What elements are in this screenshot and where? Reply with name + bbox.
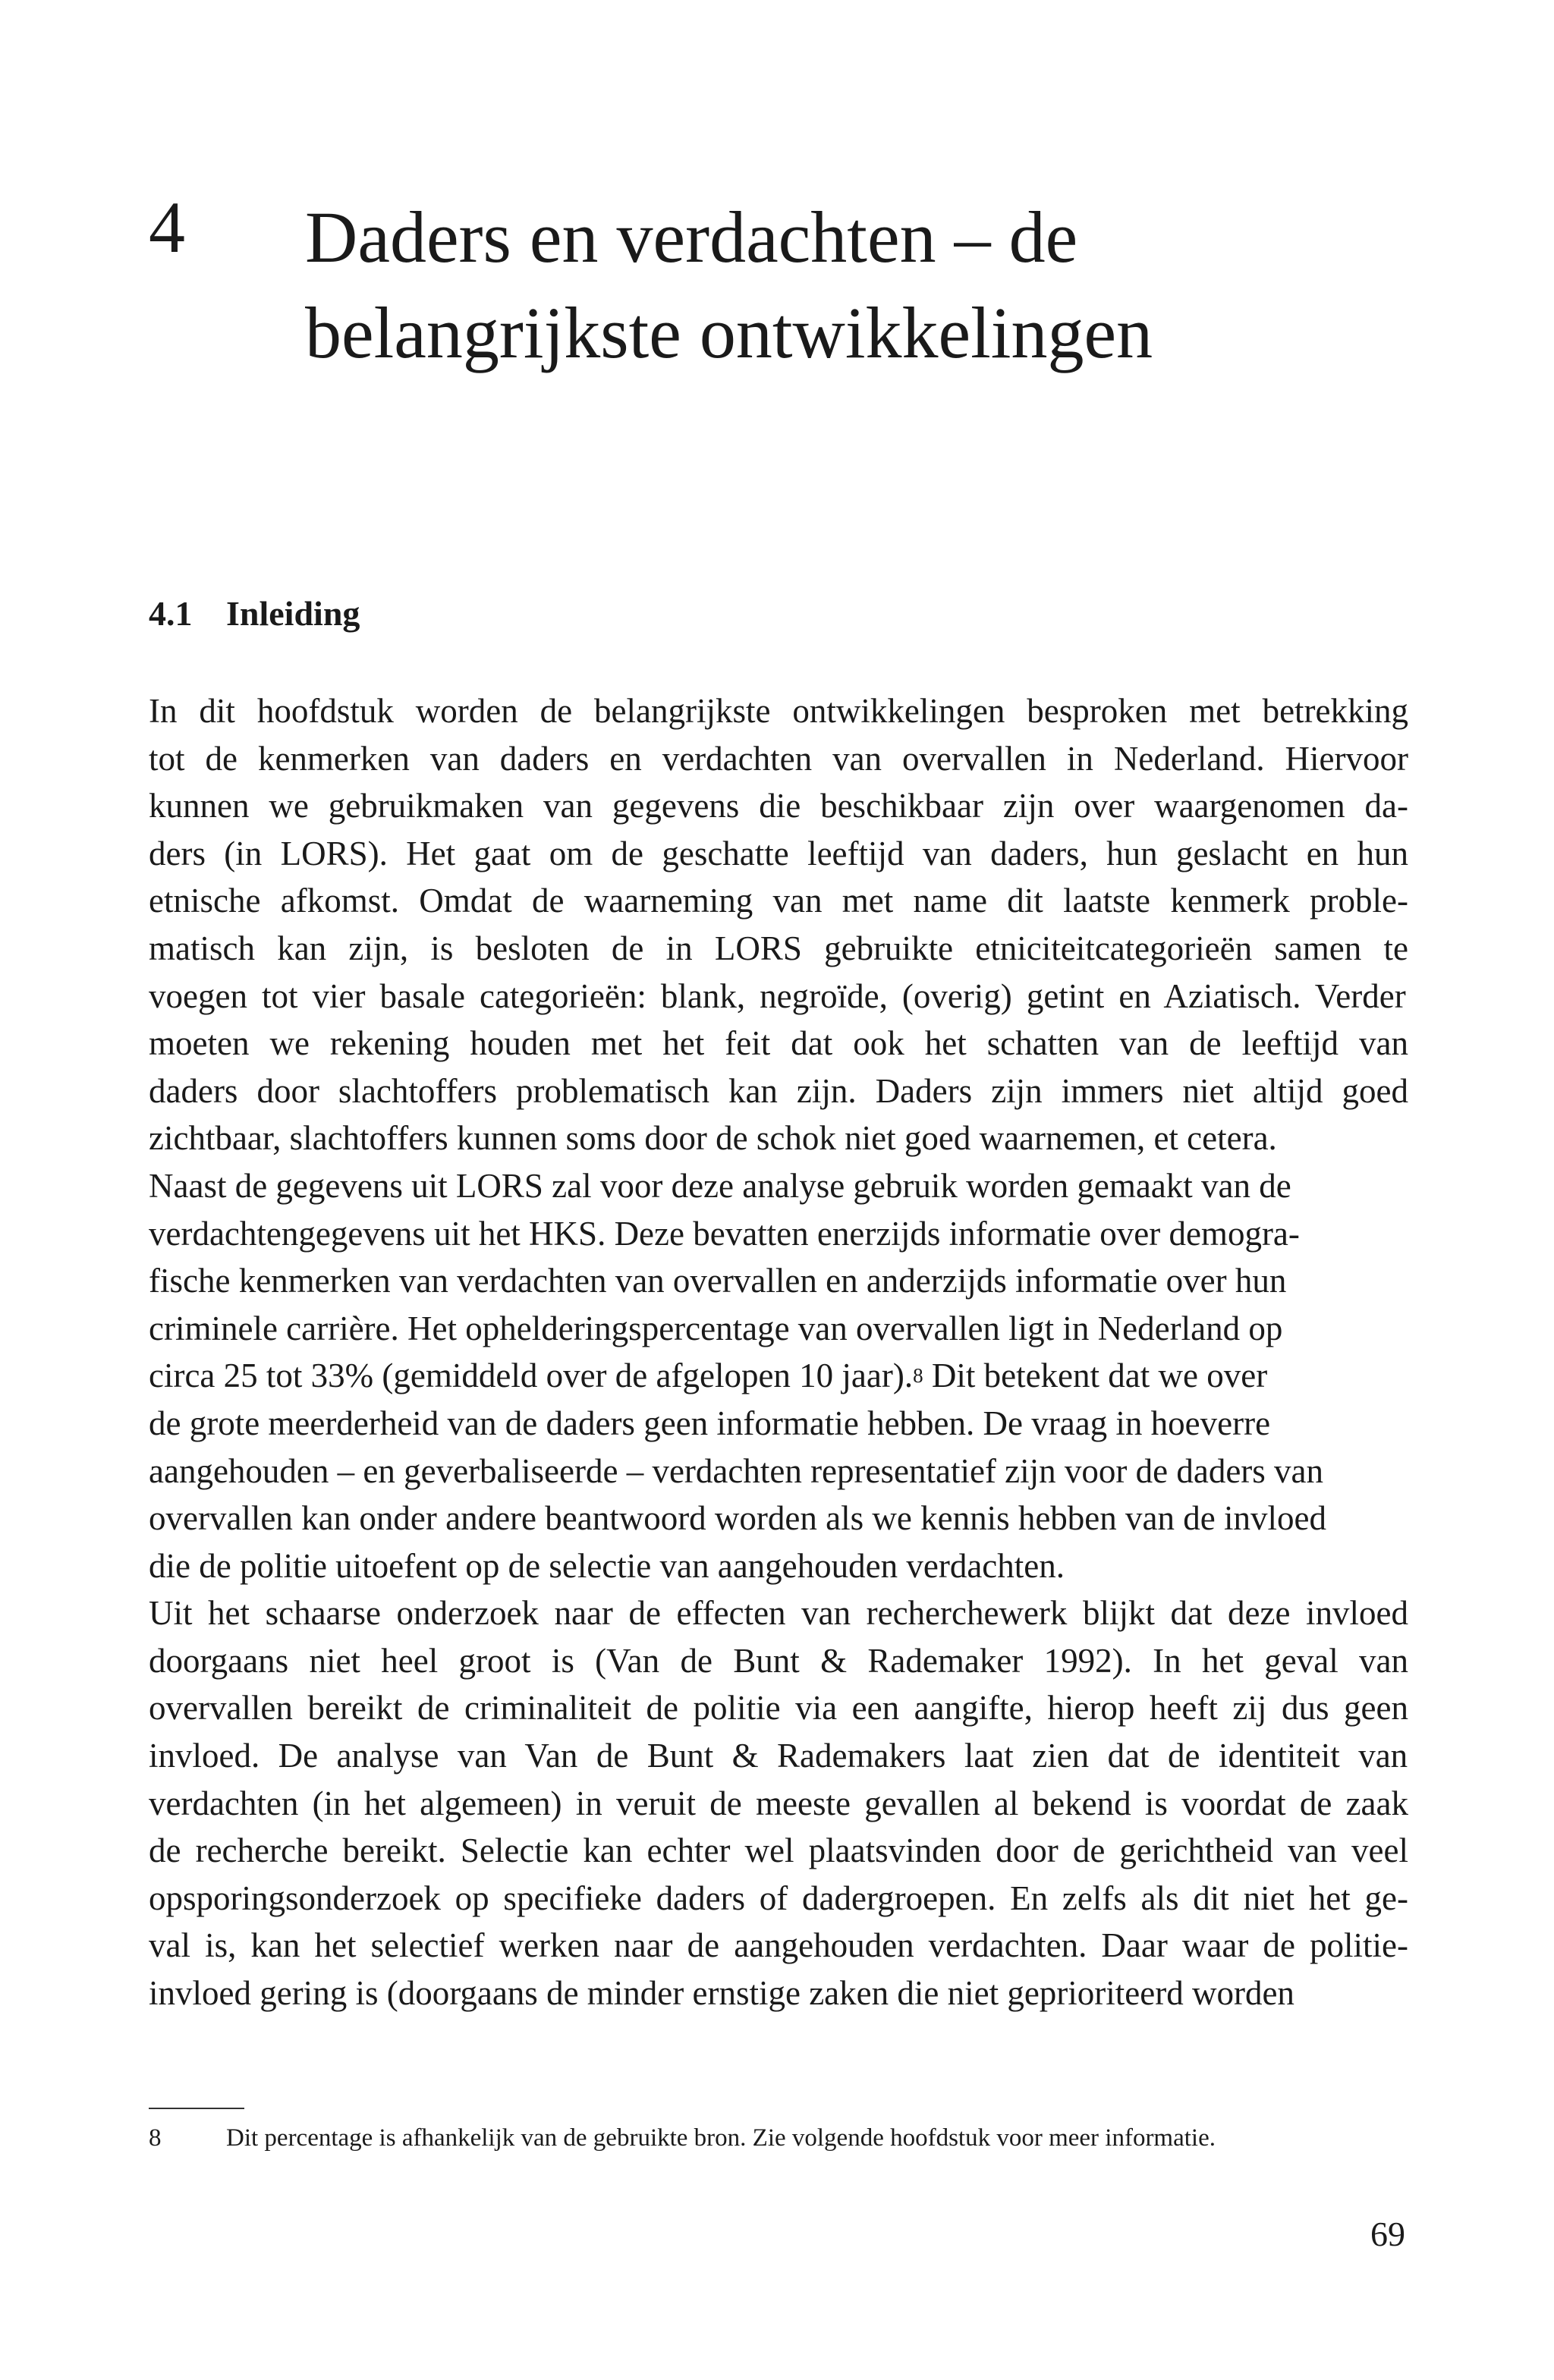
text-line: daders door slachtoffers problematisch kan zijn. Daders zijn immers niet altijd goed <box>149 1071 1408 1110</box>
text-line: kunnen we gebruikmaken van gegevens die beschikbaar zijn over waargenomen da- <box>149 787 1408 825</box>
footnote-divider <box>149 2108 244 2109</box>
text-line: opsporingsonderzoek op specifieke daders of dadergroepen. En zelfs als dit niet het ge- <box>149 1879 1408 1917</box>
text-line: tot de kenmerken van daders en verdachten van overvallen in Nederland. Hiervoor <box>149 739 1408 778</box>
text-line: de recherche bereikt. Selectie kan echter wel plaatsvinden door de gerichtheid van veel <box>149 1831 1408 1870</box>
text-line: val is, kan het selectief werken naar de aangehouden verdachten. Daar waar de politie- <box>149 1926 1408 1965</box>
chapter-title-line-2: belangrijkste ontwikkelingen <box>305 292 1153 373</box>
chapter-title-line-1: Daders en verdachten – de <box>305 196 1078 278</box>
chapter-title <box>305 190 1153 381</box>
section-number: 4.1 <box>149 594 193 633</box>
text-line: verdachten (in het algemeen) in veruit de meeste gevallen al bekend is voordat de zaak <box>149 1784 1408 1822</box>
footnote <box>149 2120 1216 2156</box>
paragraph-2-part-1: Naast de gegevens uit LORS zal voor deze analyse gebruik worden gemaakt van de verdachtengegevens uit het HKS. Deze bevatten enerzijds informatie over demogra- fische kenmerken van verdachten van overvallen en anderzijds informatie over hun criminele carrière. Het ophelderingspercentage van overvallen ligt in Nederland op circa 25 tot 33% (gemiddeld over de afgelopen 10 jaar). <box>149 1166 1300 1395</box>
text-line: voegen tot vier basale categorieën: blank, negroïde, (overig) getint en Aziatisch. Verder <box>149 976 1406 1015</box>
text-line: matisch kan zijn, is besloten de in LORS gebruikte etniciteitcategorieën samen te <box>149 929 1408 967</box>
text-line: moeten we rekening houden met het feit dat ook het schatten van de leeftijd van <box>149 1024 1408 1063</box>
footnote-text: Dit percentage is afhankelijk van de gebruikte bron. Zie volgende hoofdstuk voor meer informatie. <box>226 2124 1216 2152</box>
footnote-number: 8 <box>149 2124 162 2152</box>
text-line: overvallen bereikt de criminaliteit de politie via een aangifte, hierop heeft zij dus geen <box>149 1689 1408 1728</box>
text-line: Uit het schaarse onderzoek naar de effecten van recherchewerk blijkt dat deze invloed <box>149 1594 1408 1633</box>
paragraph-2-part-2: Dit betekent dat we over de grote meerderheid van de daders geen informatie hebben. De vraag in hoeverre aangehouden – en geverbaliseerde – verdachten representatief zijn voor de daders van overvallen kan onder andere beantwoord worden als we kennis hebben van de invloed die de politie uitoefent op de selectie van aangehouden verdachten. <box>149 1357 1326 1585</box>
text-line: In dit hoofdstuk worden de belangrijkste ontwikkelingen besproken met betrekking <box>149 692 1408 730</box>
paragraph-1 <box>149 687 1408 1162</box>
text-line: etnische afkomst. Omdat de waarneming van met name dit laatste kenmerk proble- <box>149 882 1408 920</box>
section-heading <box>149 596 360 631</box>
text-line: zichtbaar, slachtoffers kunnen soms door de schok niet goed waarnemen, et cetera. <box>149 1119 1277 1158</box>
text-line: invloed. De analyse van Van de Bunt & Rademakers laat zien dat de identiteit van <box>149 1737 1408 1775</box>
footnote-reference[interactable]: 8 <box>913 1364 923 1388</box>
text-line: ders (in LORS). Het gaat om de geschatte leeftijd van daders, hun geslacht en hun <box>149 834 1408 872</box>
paragraph-3 <box>149 1589 1408 2017</box>
chapter-number: 4 <box>149 187 185 268</box>
section-title: Inleiding <box>226 594 360 633</box>
body-text <box>149 687 1408 2017</box>
paragraph-2 <box>149 1162 1408 1589</box>
text-line: doorgaans niet heel groot is (Van de Bunt & Rademaker 1992). In het geval van <box>149 1641 1408 1680</box>
page-number: 69 <box>1370 2215 1405 2253</box>
text-line: invloed gering is (doorgaans de minder ernstige zaken die niet geprioriteerd worden <box>149 1974 1294 2013</box>
